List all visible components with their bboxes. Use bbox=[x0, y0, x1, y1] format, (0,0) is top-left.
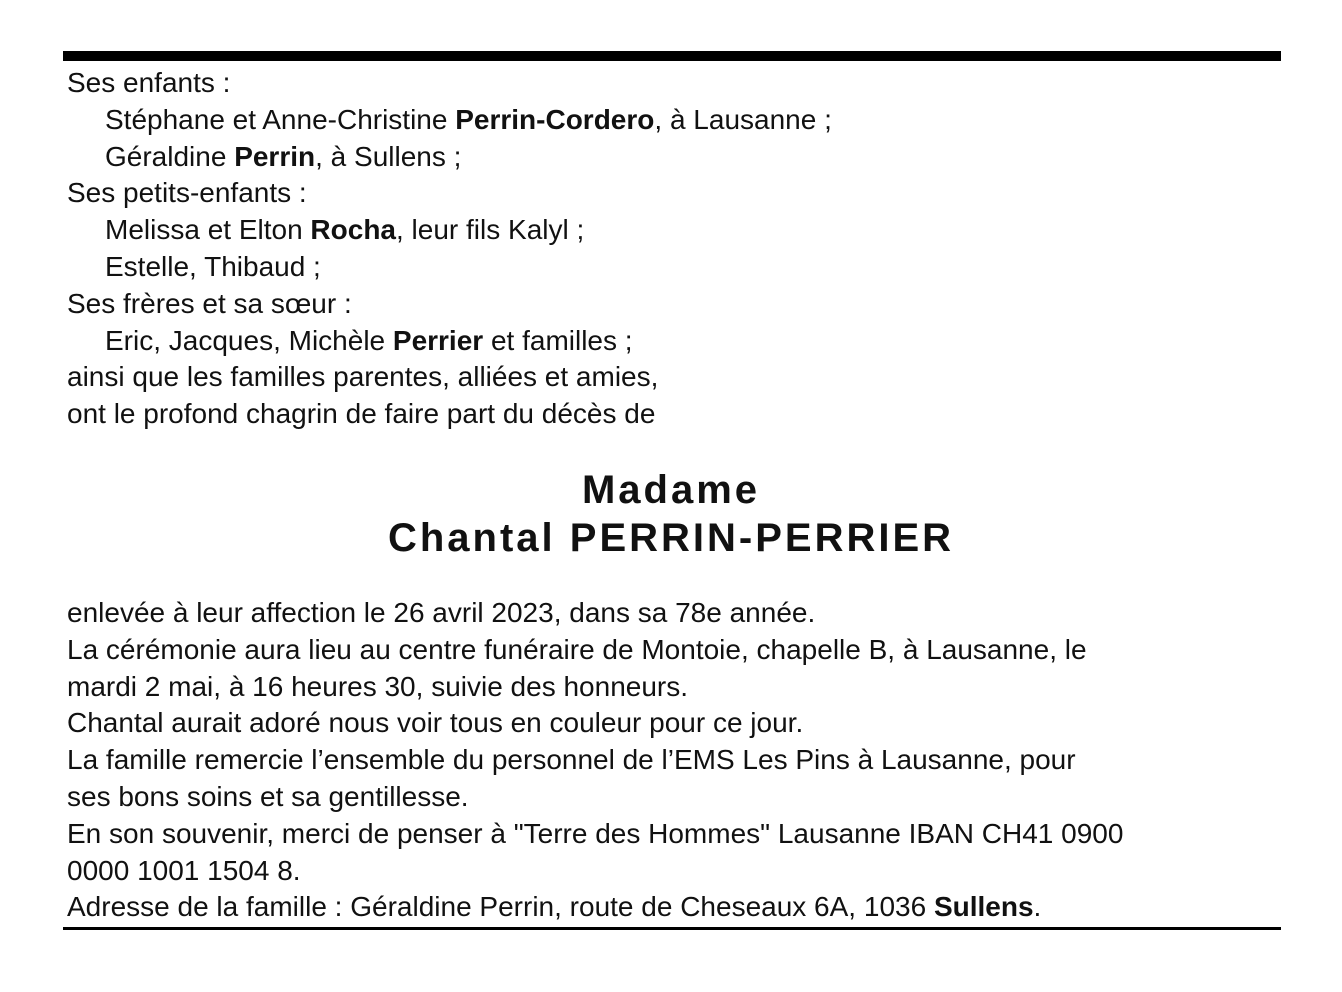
thanks-line: La famille remercie l’ensemble du personnel de l’EMS Les Pins à Lausanne, pour bbox=[67, 744, 1076, 776]
deceased-name: Chantal PERRIN-PERRIER bbox=[387, 516, 955, 560]
grandchild-entry: Melissa et Elton Rocha, leur fils Kalyl ; bbox=[105, 214, 585, 246]
colour-line: Chantal aurait adoré nous voir tous en couleur pour ce jour. bbox=[67, 707, 804, 739]
bottom-border-rule bbox=[63, 927, 1281, 930]
grandchild-surname: Rocha bbox=[310, 214, 396, 246]
ceremony-line: mardi 2 mai, à 16 heures 30, suivie des honneurs. bbox=[67, 670, 689, 702]
child-entry: Stéphane et Anne-Christine Perrin-Cordero, à Lausanne ; bbox=[105, 103, 832, 135]
announcement-line: ont le profond chagrin de faire part du décès de bbox=[67, 398, 656, 430]
grandchild-entry: Estelle, Thibaud ; bbox=[105, 250, 321, 282]
address-line: Adresse de la famille : Géraldine Perrin, route de Cheseaux 6A, 1036 Sullens. bbox=[67, 891, 1042, 923]
ceremony-line: La cérémonie aura lieu au centre funéraire de Montoie, chapelle B, à Lausanne, le bbox=[67, 633, 1087, 665]
top-border-rule bbox=[63, 51, 1281, 61]
address-town: Sullens bbox=[933, 891, 1034, 923]
grandchildren-heading: Ses petits-enfants : bbox=[67, 177, 307, 209]
child-surname: Perrin bbox=[234, 140, 316, 172]
sibling-surname: Perrier bbox=[392, 324, 484, 356]
child-entry: Géraldine Perrin, à Sullens ; bbox=[105, 140, 462, 172]
sibling-entry: Eric, Jacques, Michèle Perrier et familles ; bbox=[105, 324, 633, 356]
child-surname: Perrin-Cordero bbox=[455, 103, 655, 135]
donation-line: En son souvenir, merci de penser à "Terre des Hommes" Lausanne IBAN CH41 0900 bbox=[67, 817, 1124, 849]
deceased-title: Madame bbox=[581, 468, 761, 512]
thanks-line: ses bons soins et sa gentillesse. bbox=[67, 780, 469, 812]
siblings-heading: Ses frères et sa sœur : bbox=[67, 287, 352, 319]
donation-line: 0000 1001 1504 8. bbox=[67, 854, 301, 886]
family-list bbox=[67, 65, 832, 433]
passing-line: enlevée à leur affection le 26 avril 2023, dans sa 78e année. bbox=[67, 597, 816, 628]
children-heading: Ses enfants : bbox=[67, 67, 231, 98]
notice-details bbox=[67, 595, 1123, 926]
relatives-line: ainsi que les familles parentes, alliées et amies, bbox=[67, 361, 659, 393]
